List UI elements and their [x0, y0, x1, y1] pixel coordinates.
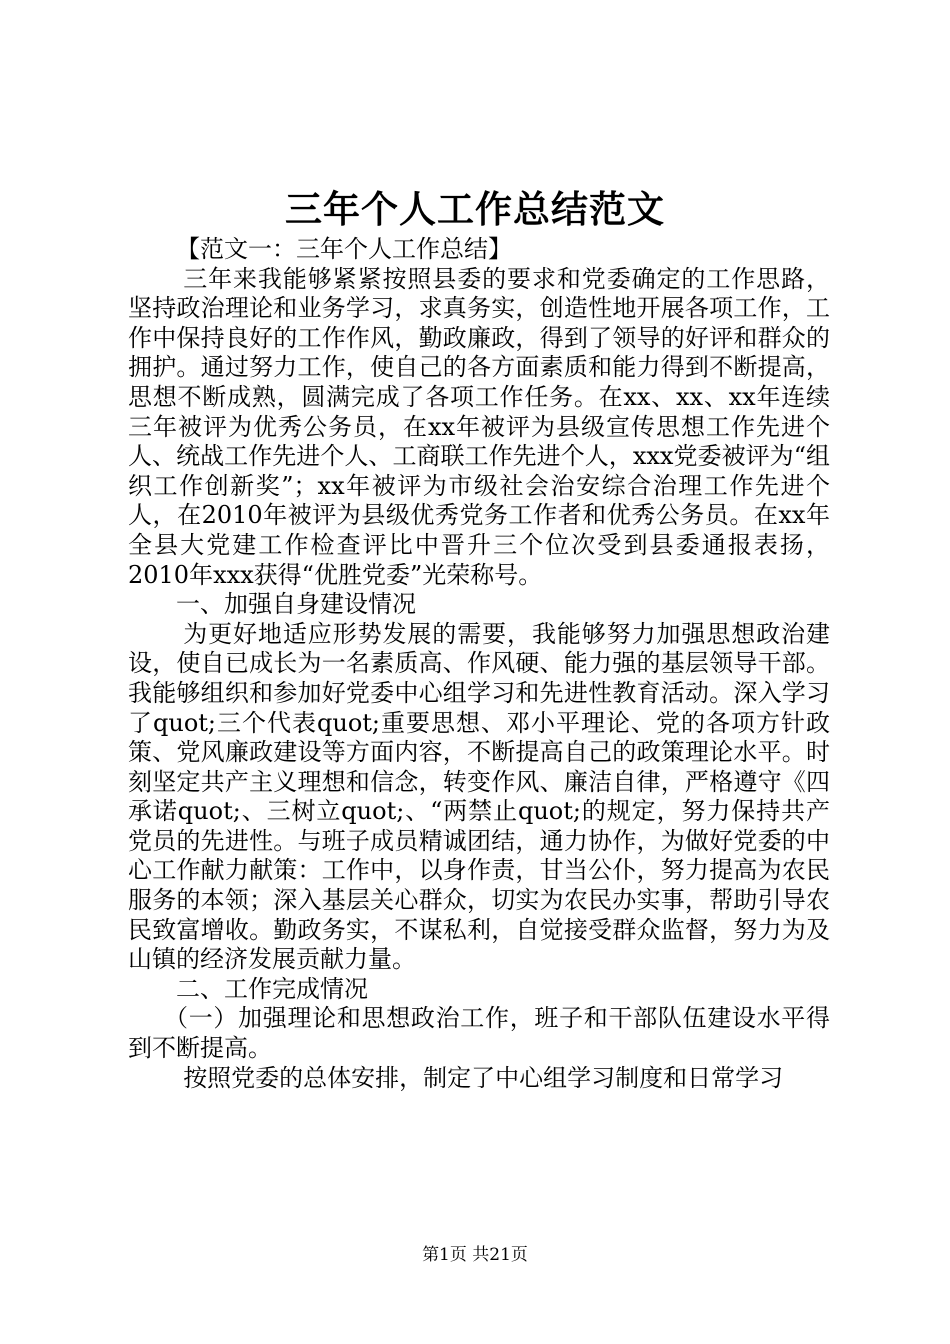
- section-label: 【范文一：三年个人工作总结】: [176, 235, 512, 263]
- paragraph-study-arrangement: 按照党委的总体安排，制定了中心组学习制度和日常学习: [183, 1063, 784, 1092]
- document-title: 三年个人工作总结范文: [285, 187, 665, 231]
- heading-self-construction: 一、加强自身建设情况: [176, 590, 416, 619]
- document-body: [128, 235, 830, 1093]
- subheading-theory-work: （一）加强理论和思想政治工作，班子和干部队伍建设水平得到不断提高。: [128, 1004, 830, 1063]
- page-footer: 第1页 共21页: [422, 1245, 528, 1265]
- paragraph-intro: 三年来我能够紧紧按照县委的要求和党委确定的工作思路，坚持政治理论和业务学习，求真务实，创造性地开展各项工作，工作中保持良好的工作作风，勤政廉政，得到了领导的好评和群众的拥护。通过努力工作，使自己的各方面素质和能力得到不断提高，思想不断成熟，圆满完成了各项工作任务。在xx、xx、xx年连续三年被评为优秀公务员，在xx年被评为县级宣传思想工作先进个人、统战工作先进个人、工商联工作先进个人，xxx党委被评为“组织工作创新奖”；xx年被评为市级社会治安综合治理工作先进个人，在2010年被评为县级优秀党务工作者和优秀公务员。在xx年全县大党建工作检查评比中晋升三个位次受到县委通报表扬，2010年xxx获得“优胜党委”光荣称号。: [128, 264, 830, 589]
- paragraph-self-construction: 为更好地适应形势发展的需要，我能够努力加强思想政治建设，使自已成长为一名素质高、作风硬、能力强的基层领导干部。我能够组织和参加好党委中心组学习和先进性教育活动。深入学习了quot;三个代表quot;重要思想、邓小平理论、党的各项方针政策、党风廉政建设等方面内容，不断提高自己的政策理论水平。时刻坚定共产主义理想和信念，转变作风、廉洁自律，严格遵守《四承诺quot;、三树立quot;、“两禁止quot;的规定，努力保持共产党员的先进性。与班子成员精诚团结，通力协作，为做好党委的中心工作献力献策：工作中，以身作责，甘当公仆，努力提高为农民服务的本领；深入基层关心群众，切实为农民办实事，帮助引导农民致富增收。勤政务实，不谋私利，自觉接受群众监督，努力为及山镇的经济发展贡献力量。: [128, 619, 830, 974]
- heading-work-completion: 二、工作完成情况: [176, 974, 368, 1003]
